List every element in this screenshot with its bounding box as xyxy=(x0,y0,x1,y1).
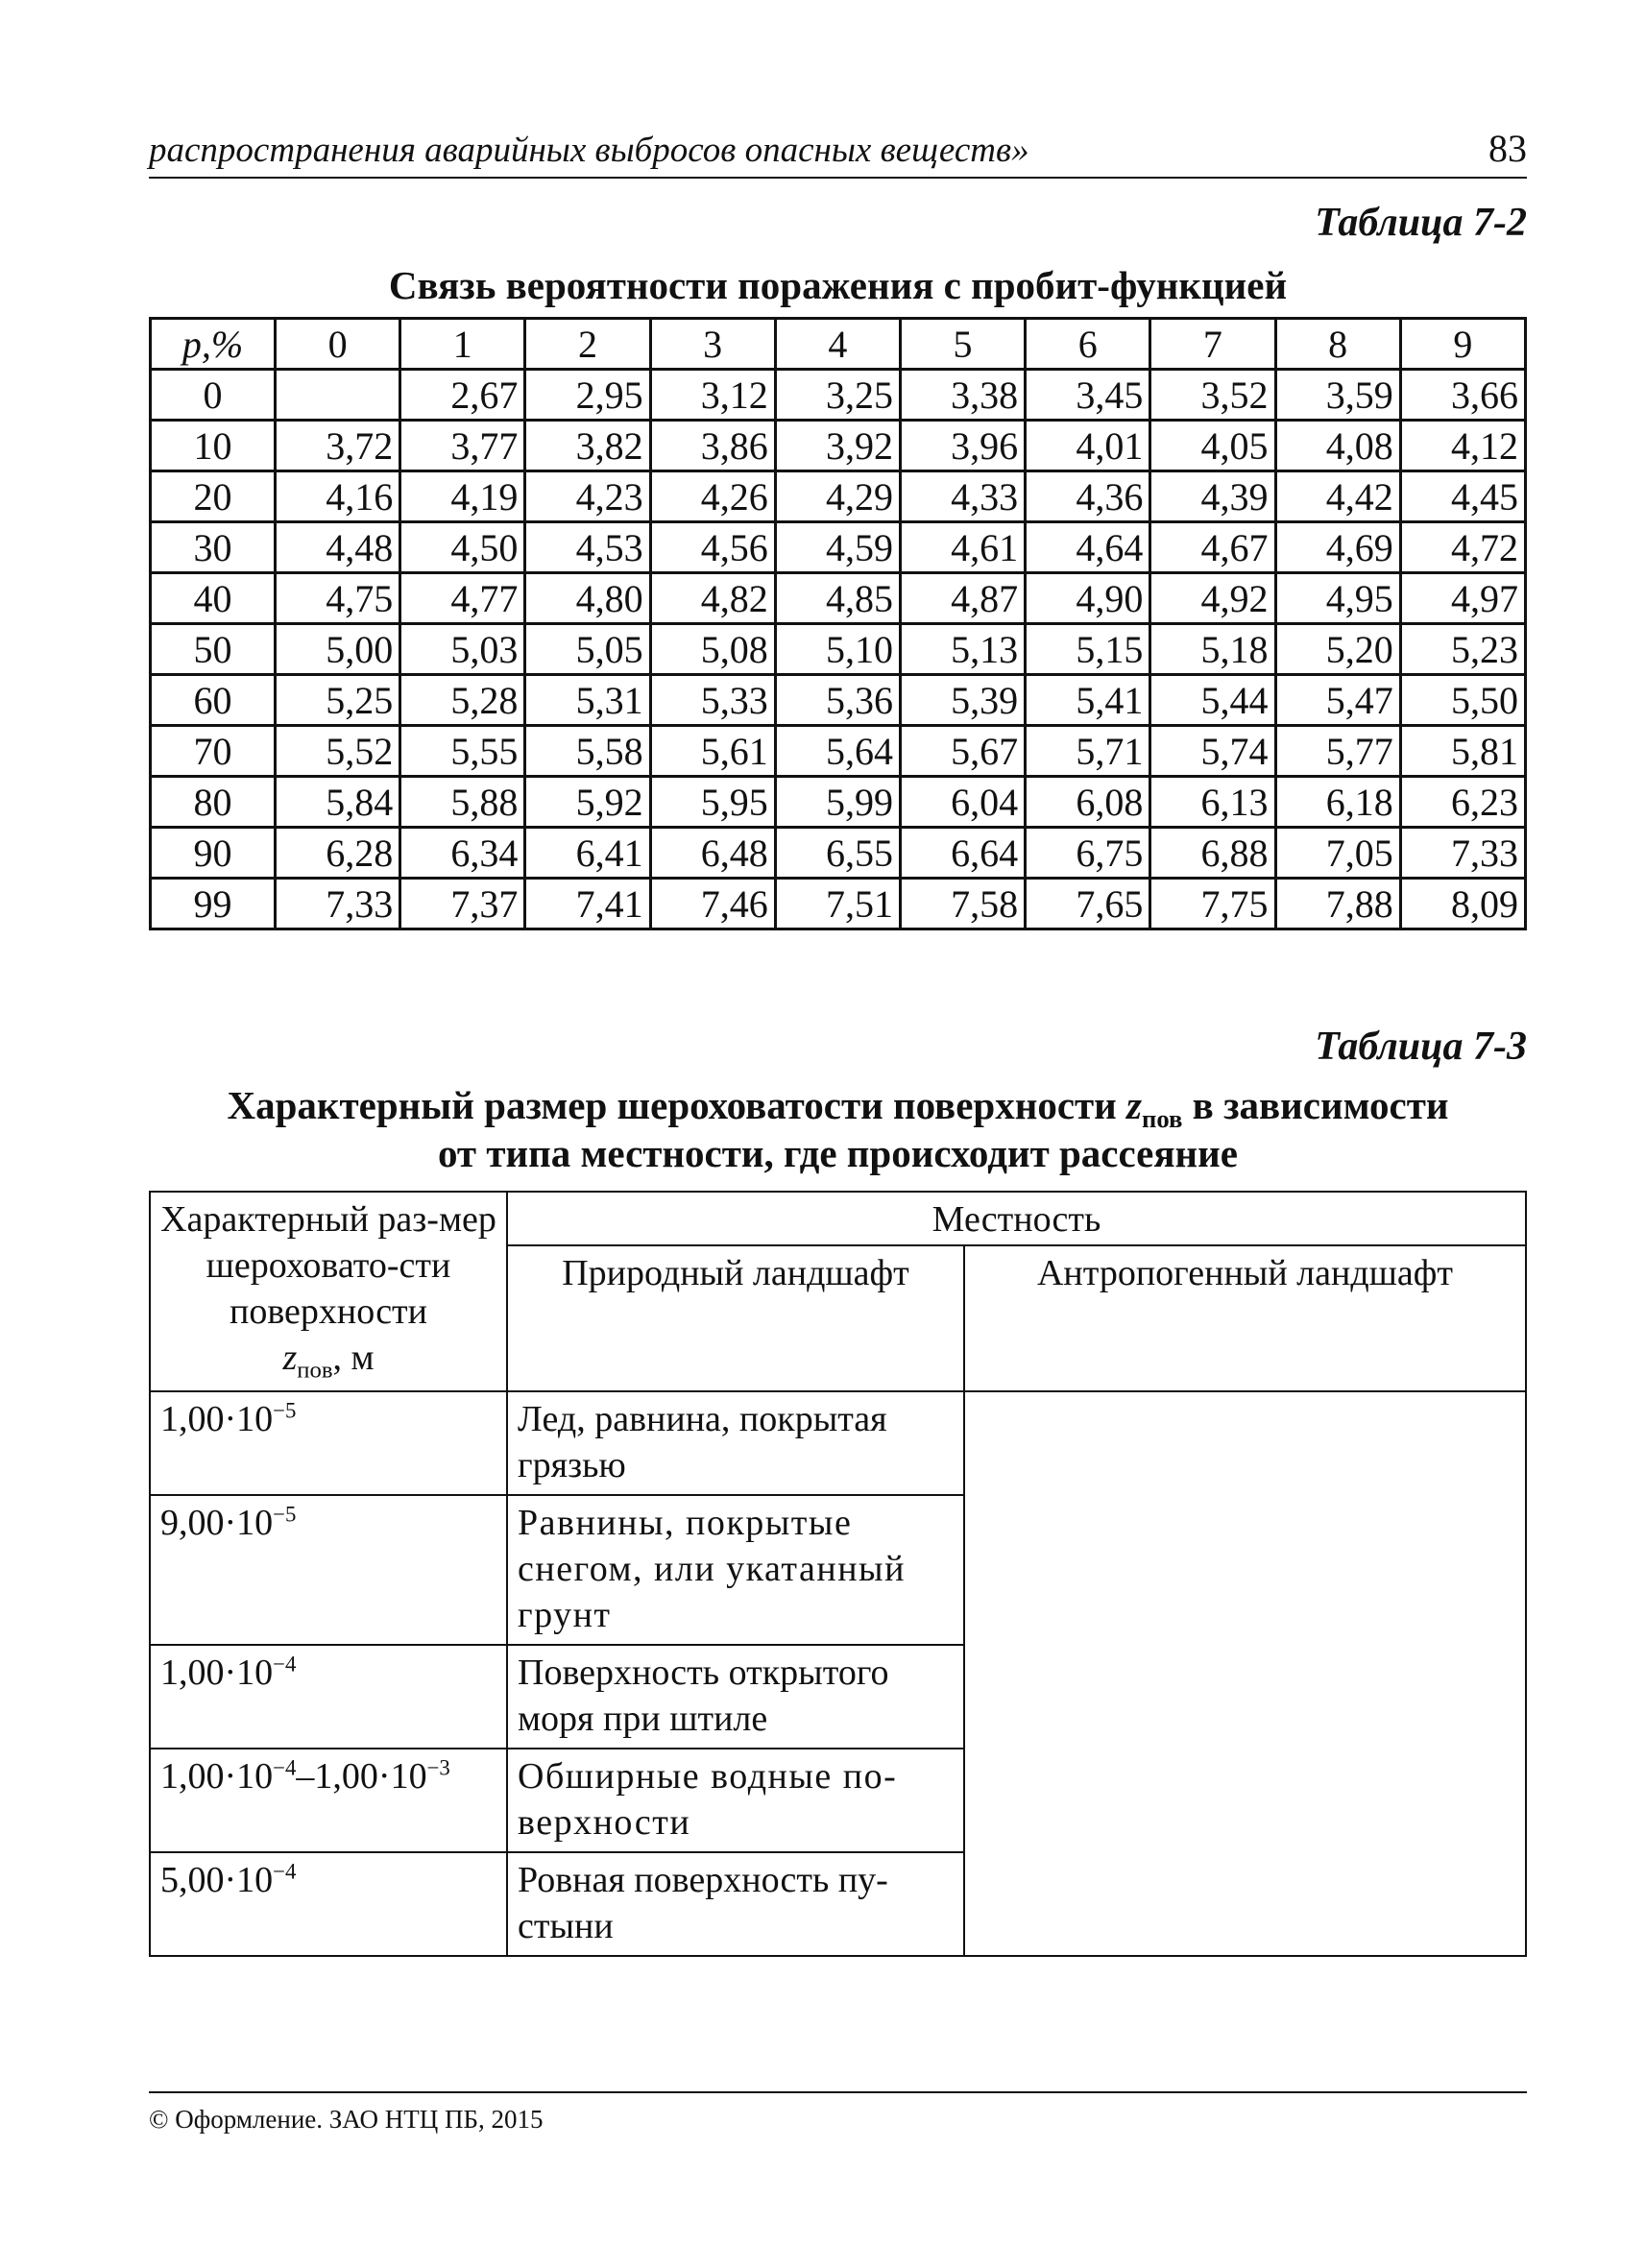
probit-value-cell: 5,36 xyxy=(775,675,900,726)
probit-row-header: 20 xyxy=(151,471,276,522)
running-title: распространения аварийных выбросов опасных веществ» xyxy=(149,131,1029,170)
probit-value-cell: 4,45 xyxy=(1400,471,1525,522)
probit-corner-header: р,% xyxy=(151,319,276,370)
probit-value-cell: 5,28 xyxy=(400,675,525,726)
probit-column-header: 1 xyxy=(400,319,525,370)
probit-column-header: 7 xyxy=(1150,319,1275,370)
probit-value-cell: 6,23 xyxy=(1400,777,1525,828)
probit-value-cell: 6,48 xyxy=(650,828,775,879)
roughness-value-cell xyxy=(150,1495,507,1645)
roughness-value-cell xyxy=(150,1645,507,1749)
probit-value-cell: 4,42 xyxy=(1275,471,1400,522)
title-line2: от типа местности, где происходит рассеяние xyxy=(437,1131,1239,1175)
probit-header-row xyxy=(151,319,1526,370)
probit-value-cell: 3,45 xyxy=(1026,370,1150,421)
probit-value-cell: 4,19 xyxy=(400,471,525,522)
probit-value-cell: 3,38 xyxy=(900,370,1025,421)
probit-value-cell: 7,65 xyxy=(1026,879,1150,929)
probit-value-cell: 6,34 xyxy=(400,828,525,879)
probit-value-cell: 7,41 xyxy=(525,879,650,929)
probit-value-cell: 5,20 xyxy=(1275,624,1400,675)
probit-value-cell: 6,64 xyxy=(900,828,1025,879)
probit-value-cell: 6,28 xyxy=(276,828,400,879)
probit-row-header: 30 xyxy=(151,522,276,573)
header-z: z xyxy=(282,1338,298,1378)
table-7-3-title xyxy=(149,1081,1527,1177)
natural-landscape-cell: Равнины, покрытые снегом, или укатанный грунт xyxy=(507,1495,964,1645)
probit-value-cell: 6,04 xyxy=(900,777,1025,828)
probit-value-cell: 4,48 xyxy=(276,522,400,573)
probit-value-cell: 5,41 xyxy=(1026,675,1150,726)
title-part1: Характерный размер шероховатости поверхности xyxy=(227,1083,1127,1127)
natural-landscape-cell: Ровная поверхность пу-стыни xyxy=(507,1852,964,1956)
probit-value-cell: 7,58 xyxy=(900,879,1025,929)
roughness-exponent: −5 xyxy=(273,1502,297,1527)
probit-column-header: 5 xyxy=(900,319,1025,370)
page-number: 83 xyxy=(1488,127,1527,170)
roughness-row xyxy=(150,1391,1526,1495)
probit-value-cell: 5,03 xyxy=(400,624,525,675)
probit-value-cell: 5,13 xyxy=(900,624,1025,675)
probit-value-cell: 4,12 xyxy=(1400,421,1525,471)
probit-value-cell: 5,99 xyxy=(775,777,900,828)
probit-value-cell: 6,88 xyxy=(1150,828,1275,879)
probit-value-cell: 4,39 xyxy=(1150,471,1275,522)
probit-value-cell: 7,51 xyxy=(775,879,900,929)
probit-value-cell: 5,31 xyxy=(525,675,650,726)
probit-table xyxy=(149,317,1527,930)
probit-value-cell: 3,72 xyxy=(276,421,400,471)
header-terrain: Местность xyxy=(507,1192,1526,1245)
probit-value-cell: 5,81 xyxy=(1400,726,1525,777)
probit-value-cell: 3,12 xyxy=(650,370,775,421)
probit-value-cell: 5,10 xyxy=(775,624,900,675)
probit-value-cell: 5,88 xyxy=(400,777,525,828)
probit-value-cell: 4,67 xyxy=(1150,522,1275,573)
probit-value-cell: 5,84 xyxy=(276,777,400,828)
roughness-mantissa: 1,00·10 xyxy=(160,1756,274,1797)
probit-value-cell: 3,59 xyxy=(1275,370,1400,421)
probit-row-header: 80 xyxy=(151,777,276,828)
probit-value-cell: 5,71 xyxy=(1026,726,1150,777)
probit-value-cell: 4,29 xyxy=(775,471,900,522)
probit-row-header: 0 xyxy=(151,370,276,421)
header-anthropogenic-landscape: Антропогенный ландшафт xyxy=(964,1245,1526,1391)
probit-value-cell: 6,13 xyxy=(1150,777,1275,828)
header-unit: , м xyxy=(332,1338,375,1378)
probit-column-header: 8 xyxy=(1275,319,1400,370)
copyright: © Оформление. ЗАО НТЦ ПБ, 2015 xyxy=(149,2105,544,2134)
probit-value-cell: 4,92 xyxy=(1150,573,1275,624)
probit-row xyxy=(151,370,1526,421)
probit-row-header: 10 xyxy=(151,421,276,471)
probit-value-cell: 4,64 xyxy=(1026,522,1150,573)
probit-value-cell: 6,08 xyxy=(1026,777,1150,828)
probit-value-cell: 5,25 xyxy=(276,675,400,726)
probit-value-cell xyxy=(276,370,400,421)
probit-value-cell: 5,52 xyxy=(276,726,400,777)
roughness-mantissa: 5,00·10 xyxy=(160,1860,274,1900)
table-7-2-title: Связь вероятности поражения с пробит-функцией xyxy=(388,263,1288,307)
probit-value-cell: 4,36 xyxy=(1026,471,1150,522)
probit-value-cell: 7,33 xyxy=(276,879,400,929)
probit-value-cell: 4,59 xyxy=(775,522,900,573)
probit-value-cell: 7,88 xyxy=(1275,879,1400,929)
roughness-mantissa: 9,00·10 xyxy=(160,1503,274,1543)
roughness-exponent: −4 xyxy=(273,1652,297,1677)
natural-landscape-cell: Обширные водные по-верхности xyxy=(507,1749,964,1852)
probit-value-cell: 4,95 xyxy=(1275,573,1400,624)
probit-value-cell: 5,61 xyxy=(650,726,775,777)
probit-value-cell: 4,80 xyxy=(525,573,650,624)
probit-value-cell: 3,25 xyxy=(775,370,900,421)
probit-value-cell: 7,75 xyxy=(1150,879,1275,929)
footer-rule xyxy=(149,2091,1527,2093)
probit-value-cell: 4,85 xyxy=(775,573,900,624)
table-7-2-caption: Таблица 7-2 xyxy=(1315,201,1527,245)
probit-value-cell: 4,72 xyxy=(1400,522,1525,573)
probit-value-cell: 4,75 xyxy=(276,573,400,624)
probit-column-header: 2 xyxy=(525,319,650,370)
probit-row xyxy=(151,726,1526,777)
probit-value-cell: 7,33 xyxy=(1400,828,1525,879)
probit-row xyxy=(151,471,1526,522)
probit-value-cell: 5,18 xyxy=(1150,624,1275,675)
probit-value-cell: 4,33 xyxy=(900,471,1025,522)
probit-row xyxy=(151,879,1526,929)
roughness-exponent: −4 xyxy=(273,1859,297,1884)
probit-row xyxy=(151,573,1526,624)
probit-value-cell: 5,15 xyxy=(1026,624,1150,675)
roughness-mantissa: 1,00·10 xyxy=(160,1399,274,1439)
probit-value-cell: 7,37 xyxy=(400,879,525,929)
probit-row-header: 70 xyxy=(151,726,276,777)
roughness-exponent: −4 xyxy=(273,1755,297,1780)
page-header xyxy=(149,123,1527,179)
probit-column-header: 0 xyxy=(276,319,400,370)
table-7-3-caption: Таблица 7-3 xyxy=(1315,1025,1527,1069)
probit-row-header: 50 xyxy=(151,624,276,675)
probit-value-cell: 5,47 xyxy=(1275,675,1400,726)
probit-value-cell: 2,95 xyxy=(525,370,650,421)
natural-landscape-cell: Лед, равнина, покрытая грязью xyxy=(507,1391,964,1495)
probit-value-cell: 8,09 xyxy=(1400,879,1525,929)
probit-value-cell: 7,46 xyxy=(650,879,775,929)
probit-value-cell: 6,41 xyxy=(525,828,650,879)
probit-value-cell: 5,92 xyxy=(525,777,650,828)
probit-value-cell: 4,61 xyxy=(900,522,1025,573)
probit-row-header: 99 xyxy=(151,879,276,929)
probit-row xyxy=(151,421,1526,471)
title-z: z xyxy=(1126,1083,1143,1127)
probit-value-cell: 5,23 xyxy=(1400,624,1525,675)
probit-value-cell: 3,77 xyxy=(400,421,525,471)
roughness-exponent: −5 xyxy=(273,1398,297,1423)
probit-row-header: 90 xyxy=(151,828,276,879)
probit-value-cell: 5,77 xyxy=(1275,726,1400,777)
probit-value-cell: 5,74 xyxy=(1150,726,1275,777)
probit-value-cell: 4,97 xyxy=(1400,573,1525,624)
probit-value-cell: 6,55 xyxy=(775,828,900,879)
probit-value-cell: 6,75 xyxy=(1026,828,1150,879)
probit-value-cell: 4,53 xyxy=(525,522,650,573)
roughness-table xyxy=(149,1191,1527,1957)
probit-value-cell: 5,00 xyxy=(276,624,400,675)
header-z-sub: пов xyxy=(297,1357,333,1384)
probit-row xyxy=(151,777,1526,828)
probit-value-cell: 5,50 xyxy=(1400,675,1525,726)
probit-row xyxy=(151,624,1526,675)
probit-value-cell: 4,08 xyxy=(1275,421,1400,471)
probit-value-cell: 4,23 xyxy=(525,471,650,522)
probit-value-cell: 3,92 xyxy=(775,421,900,471)
title-part2: в зависимости xyxy=(1182,1083,1449,1127)
probit-value-cell: 5,95 xyxy=(650,777,775,828)
probit-value-cell: 4,56 xyxy=(650,522,775,573)
probit-column-header: 9 xyxy=(1400,319,1525,370)
probit-value-cell: 4,05 xyxy=(1150,421,1275,471)
header-roughness-label: Характерный раз-мер шероховато-сти поверхности xyxy=(160,1199,496,1332)
probit-value-cell: 4,77 xyxy=(400,573,525,624)
anthropogenic-landscape-cell xyxy=(964,1391,1526,1956)
probit-value-cell: 6,18 xyxy=(1275,777,1400,828)
probit-value-cell: 5,58 xyxy=(525,726,650,777)
probit-value-cell: 4,87 xyxy=(900,573,1025,624)
probit-value-cell: 3,82 xyxy=(525,421,650,471)
probit-value-cell: 4,50 xyxy=(400,522,525,573)
probit-column-header: 3 xyxy=(650,319,775,370)
probit-column-header: 4 xyxy=(775,319,900,370)
probit-value-cell: 5,64 xyxy=(775,726,900,777)
probit-value-cell: 3,96 xyxy=(900,421,1025,471)
probit-value-cell: 4,82 xyxy=(650,573,775,624)
probit-value-cell: 5,05 xyxy=(525,624,650,675)
roughness-value-cell xyxy=(150,1749,507,1852)
probit-value-cell: 3,66 xyxy=(1400,370,1525,421)
probit-value-cell: 4,01 xyxy=(1026,421,1150,471)
probit-value-cell: 4,90 xyxy=(1026,573,1150,624)
probit-value-cell: 5,55 xyxy=(400,726,525,777)
probit-value-cell: 4,26 xyxy=(650,471,775,522)
probit-value-cell: 5,39 xyxy=(900,675,1025,726)
header-natural-landscape: Природный ландшафт xyxy=(507,1245,964,1391)
roughness-range-upper: –1,00·10 xyxy=(296,1756,427,1797)
title-sub: пов xyxy=(1142,1104,1183,1134)
probit-value-cell: 5,44 xyxy=(1150,675,1275,726)
probit-value-cell: 3,52 xyxy=(1150,370,1275,421)
probit-row-header: 60 xyxy=(151,675,276,726)
natural-landscape-cell: Поверхность открытого моря при штиле xyxy=(507,1645,964,1749)
probit-value-cell: 4,69 xyxy=(1275,522,1400,573)
probit-value-cell: 5,08 xyxy=(650,624,775,675)
probit-row xyxy=(151,675,1526,726)
probit-value-cell: 3,86 xyxy=(650,421,775,471)
probit-value-cell: 7,05 xyxy=(1275,828,1400,879)
roughness-mantissa: 1,00·10 xyxy=(160,1653,274,1693)
roughness-value-cell xyxy=(150,1391,507,1495)
probit-column-header: 6 xyxy=(1026,319,1150,370)
probit-row xyxy=(151,522,1526,573)
roughness-value-cell xyxy=(150,1852,507,1956)
probit-row xyxy=(151,828,1526,879)
header-roughness-size xyxy=(150,1192,507,1391)
probit-value-cell: 4,16 xyxy=(276,471,400,522)
probit-value-cell: 2,67 xyxy=(400,370,525,421)
roughness-range-upper-exponent: −3 xyxy=(426,1755,450,1780)
probit-row-header: 40 xyxy=(151,573,276,624)
probit-value-cell: 5,67 xyxy=(900,726,1025,777)
roughness-header-row-1 xyxy=(150,1192,1526,1245)
probit-value-cell: 5,33 xyxy=(650,675,775,726)
